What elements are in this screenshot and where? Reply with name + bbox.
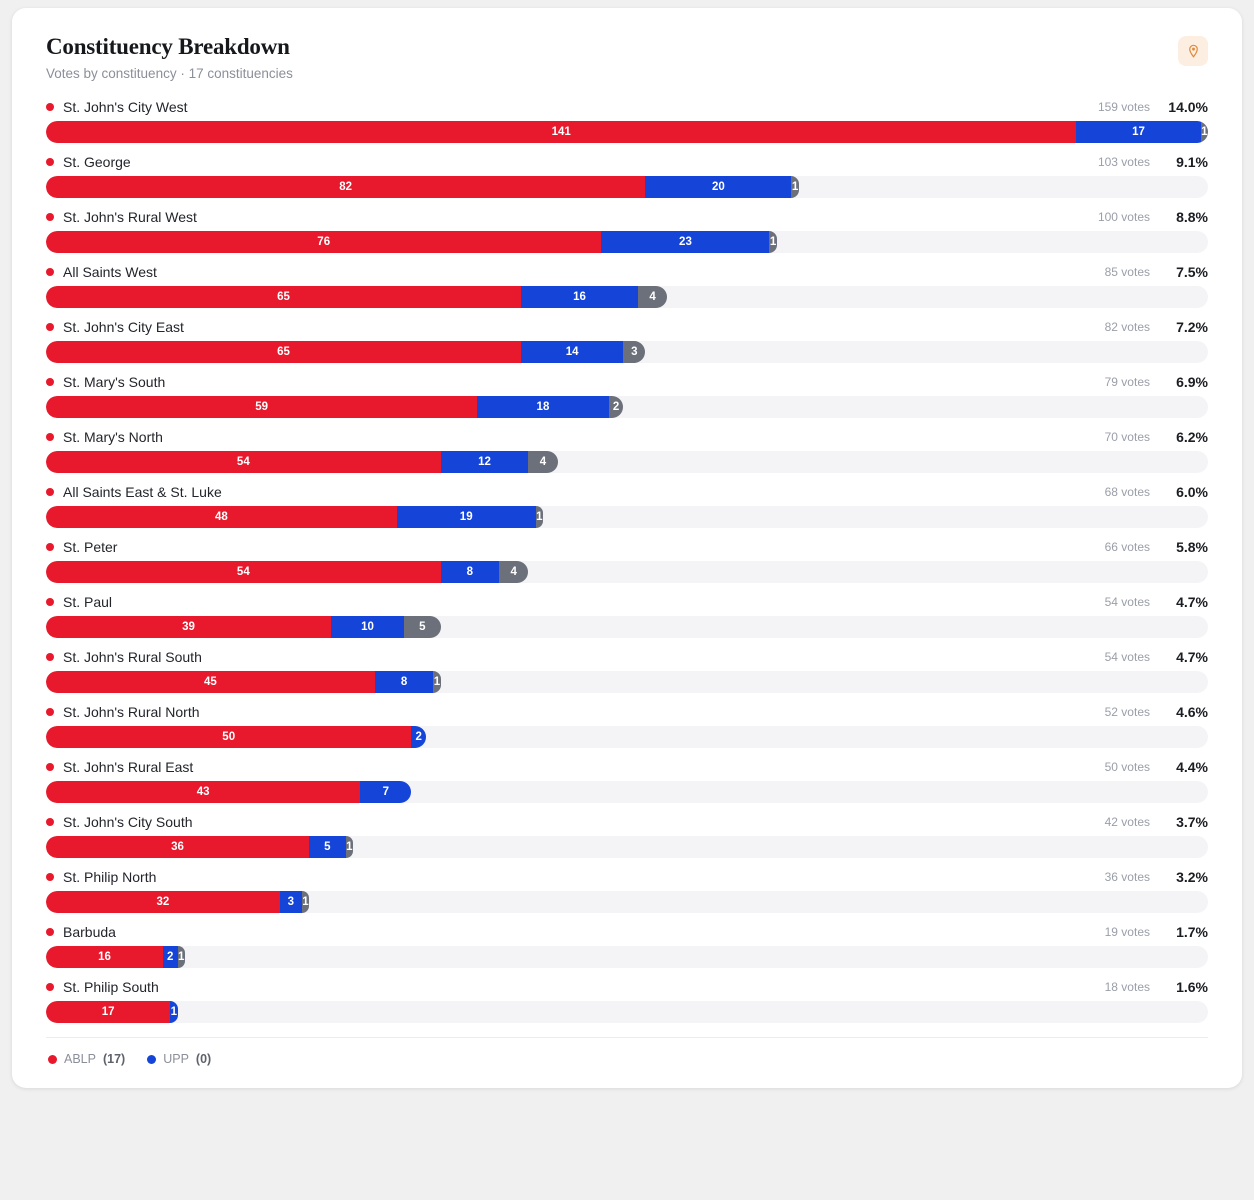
constituency-percent: 1.6% — [1176, 979, 1208, 995]
bar-segment-upp: 3 — [280, 891, 302, 913]
stacked-bar-track — [46, 121, 1208, 143]
constituency-row[interactable] — [46, 429, 1208, 473]
winner-dot-icon — [46, 708, 54, 716]
constituency-row-header — [46, 429, 1208, 445]
constituency-row-header — [46, 99, 1208, 115]
constituency-row[interactable] — [46, 484, 1208, 528]
constituency-row-header — [46, 539, 1208, 555]
constituency-row[interactable] — [46, 814, 1208, 858]
legend-label-ablp: ABLP — [64, 1052, 96, 1066]
bar-segment-ablp: 39 — [46, 616, 331, 638]
constituency-name: St. Paul — [63, 594, 113, 610]
page-subtitle: Votes by constituency · 17 constituencies — [46, 66, 293, 81]
constituency-row[interactable] — [46, 649, 1208, 693]
bar-segment-ablp: 17 — [46, 1001, 170, 1023]
constituency-name: St. John's City East — [63, 319, 184, 335]
constituency-row[interactable] — [46, 99, 1208, 143]
constituency-name: St. John's Rural North — [63, 704, 200, 720]
bar-segment-upp: 2 — [411, 726, 426, 748]
legend-label-upp: UPP — [163, 1052, 189, 1066]
card-header — [46, 34, 1208, 81]
winner-dot-icon — [46, 433, 54, 441]
bar-segment-upp: 5 — [309, 836, 346, 858]
bar-segment-other: 4 — [528, 451, 557, 473]
constituency-votes: 52 votes — [1104, 705, 1150, 719]
legend-dot-upp — [147, 1055, 156, 1064]
bar-segment-upp: 16 — [521, 286, 638, 308]
winner-dot-icon — [46, 928, 54, 936]
constituency-row[interactable] — [46, 704, 1208, 748]
constituency-name: St. Philip North — [63, 869, 157, 885]
legend-item-ablp — [48, 1052, 125, 1066]
stacked-bar-track — [46, 616, 1208, 638]
constituency-percent: 4.6% — [1176, 704, 1208, 720]
bar-segment-ablp: 82 — [46, 176, 645, 198]
constituency-name: St. John's Rural East — [63, 759, 194, 775]
bar-segment-other: 4 — [638, 286, 667, 308]
constituency-percent: 7.2% — [1176, 319, 1208, 335]
constituency-votes: 79 votes — [1104, 375, 1150, 389]
constituency-votes: 66 votes — [1104, 540, 1150, 554]
constituency-name: St. John's City West — [63, 99, 188, 115]
constituency-votes: 50 votes — [1104, 760, 1150, 774]
constituency-row-header — [46, 209, 1208, 225]
constituency-name: St. George — [63, 154, 131, 170]
constituency-row-header — [46, 924, 1208, 940]
constituency-row[interactable] — [46, 539, 1208, 583]
constituency-row-header — [46, 374, 1208, 390]
constituency-row[interactable] — [46, 924, 1208, 968]
constituency-row-header — [46, 869, 1208, 885]
bar-segment-ablp: 65 — [46, 341, 521, 363]
stacked-bar-track — [46, 836, 1208, 858]
constituency-name: St. John's Rural West — [63, 209, 197, 225]
legend-dot-ablp — [48, 1055, 57, 1064]
bar-segment-ablp: 32 — [46, 891, 280, 913]
constituency-row-header — [46, 814, 1208, 830]
winner-dot-icon — [46, 323, 54, 331]
bar-segment-upp: 10 — [331, 616, 404, 638]
constituency-row-header — [46, 594, 1208, 610]
constituency-row[interactable] — [46, 154, 1208, 198]
bar-segment-upp: 1 — [170, 1001, 177, 1023]
bar-segment-ablp: 76 — [46, 231, 601, 253]
constituency-row-header — [46, 759, 1208, 775]
constituency-name: All Saints East & St. Luke — [63, 484, 222, 500]
stacked-bar-track — [46, 176, 1208, 198]
constituency-votes: 159 votes — [1097, 100, 1150, 114]
bar-segment-ablp: 54 — [46, 561, 441, 583]
bar-segment-other: 1 — [791, 176, 798, 198]
winner-dot-icon — [46, 543, 54, 551]
constituency-votes: 85 votes — [1104, 265, 1150, 279]
legend-item-upp — [147, 1052, 211, 1066]
constituency-votes: 42 votes — [1104, 815, 1150, 829]
constituency-name: Barbuda — [63, 924, 116, 940]
constituency-name: St. Philip South — [63, 979, 159, 995]
stacked-bar-track — [46, 341, 1208, 363]
bar-segment-other: 4 — [499, 561, 528, 583]
winner-dot-icon — [46, 763, 54, 771]
constituency-name: St. Mary's North — [63, 429, 163, 445]
winner-dot-icon — [46, 103, 54, 111]
bar-segment-other: 5 — [404, 616, 441, 638]
bar-segment-upp: 14 — [521, 341, 623, 363]
constituency-row-header — [46, 979, 1208, 995]
constituency-percent: 5.8% — [1176, 539, 1208, 555]
constituency-row-header — [46, 154, 1208, 170]
constituency-breakdown-card — [12, 8, 1242, 1088]
stacked-bar-track — [46, 506, 1208, 528]
bar-segment-upp: 19 — [397, 506, 536, 528]
constituency-percent: 7.5% — [1176, 264, 1208, 280]
bar-segment-ablp: 54 — [46, 451, 441, 473]
constituency-percent: 6.9% — [1176, 374, 1208, 390]
bar-segment-upp: 7 — [360, 781, 411, 803]
stacked-bar-track — [46, 781, 1208, 803]
map-pin-icon[interactable] — [1178, 36, 1208, 66]
constituency-percent: 4.4% — [1176, 759, 1208, 775]
constituency-votes: 19 votes — [1104, 925, 1150, 939]
constituency-votes: 100 votes — [1097, 210, 1150, 224]
constituency-name: All Saints West — [63, 264, 157, 280]
bar-segment-ablp: 48 — [46, 506, 397, 528]
header-text-block — [46, 34, 293, 81]
winner-dot-icon — [46, 378, 54, 386]
bar-segment-ablp: 65 — [46, 286, 521, 308]
bar-segment-other: 3 — [623, 341, 645, 363]
stacked-bar-track — [46, 671, 1208, 693]
bar-segment-other: 1 — [769, 231, 776, 253]
constituency-percent: 6.0% — [1176, 484, 1208, 500]
constituency-row-header — [46, 704, 1208, 720]
bar-segment-upp: 8 — [375, 671, 433, 693]
winner-dot-icon — [46, 268, 54, 276]
bar-segment-other: 1 — [536, 506, 543, 528]
constituency-votes: 54 votes — [1104, 595, 1150, 609]
bar-segment-other: 1 — [302, 891, 309, 913]
constituency-votes: 36 votes — [1104, 870, 1150, 884]
constituency-row[interactable] — [46, 979, 1208, 1023]
stacked-bar-track — [46, 891, 1208, 913]
bar-segment-upp: 18 — [477, 396, 609, 418]
constituency-votes: 18 votes — [1104, 980, 1150, 994]
bar-segment-other: 1 — [346, 836, 353, 858]
winner-dot-icon — [46, 653, 54, 661]
constituency-row[interactable] — [46, 594, 1208, 638]
constituency-row[interactable] — [46, 374, 1208, 418]
bar-segment-other: 1 — [178, 946, 185, 968]
bar-segment-upp: 8 — [441, 561, 499, 583]
winner-dot-icon — [46, 983, 54, 991]
constituency-row-header — [46, 264, 1208, 280]
constituency-percent: 14.0% — [1168, 99, 1208, 115]
winner-dot-icon — [46, 873, 54, 881]
bar-segment-ablp: 59 — [46, 396, 477, 418]
bar-segment-upp: 23 — [601, 231, 769, 253]
constituency-row-header — [46, 319, 1208, 335]
bar-segment-ablp: 36 — [46, 836, 309, 858]
constituency-percent: 4.7% — [1176, 649, 1208, 665]
constituency-name: St. Peter — [63, 539, 118, 555]
constituency-percent: 1.7% — [1176, 924, 1208, 940]
constituency-name: St. Mary's South — [63, 374, 166, 390]
constituency-percent: 3.7% — [1176, 814, 1208, 830]
constituency-votes: 103 votes — [1097, 155, 1150, 169]
constituency-row[interactable] — [46, 319, 1208, 363]
constituency-percent: 6.2% — [1176, 429, 1208, 445]
bar-segment-other: 1 — [1201, 121, 1208, 143]
winner-dot-icon — [46, 158, 54, 166]
stacked-bar-track — [46, 946, 1208, 968]
bar-segment-other: 1 — [433, 671, 440, 693]
constituency-votes: 82 votes — [1104, 320, 1150, 334]
bar-segment-upp: 2 — [163, 946, 178, 968]
constituency-row[interactable] — [46, 209, 1208, 253]
bar-segment-ablp: 43 — [46, 781, 360, 803]
constituency-rows — [46, 99, 1208, 1023]
winner-dot-icon — [46, 818, 54, 826]
constituency-votes: 68 votes — [1104, 485, 1150, 499]
stacked-bar-track — [46, 231, 1208, 253]
constituency-row[interactable] — [46, 869, 1208, 913]
bar-segment-upp: 17 — [1076, 121, 1200, 143]
bar-segment-ablp: 16 — [46, 946, 163, 968]
winner-dot-icon — [46, 598, 54, 606]
bar-segment-ablp: 50 — [46, 726, 411, 748]
bar-segment-upp: 12 — [441, 451, 529, 473]
page-title: Constituency Breakdown — [46, 34, 290, 59]
constituency-percent: 4.7% — [1176, 594, 1208, 610]
winner-dot-icon — [46, 488, 54, 496]
constituency-votes: 70 votes — [1104, 430, 1150, 444]
stacked-bar-track — [46, 726, 1208, 748]
bar-segment-other: 2 — [609, 396, 624, 418]
bar-segment-ablp: 45 — [46, 671, 375, 693]
constituency-row[interactable] — [46, 759, 1208, 803]
winner-dot-icon — [46, 213, 54, 221]
stacked-bar-track — [46, 451, 1208, 473]
constituency-row-header — [46, 649, 1208, 665]
constituency-percent: 9.1% — [1176, 154, 1208, 170]
constituency-row[interactable] — [46, 264, 1208, 308]
stacked-bar-track — [46, 561, 1208, 583]
stacked-bar-track — [46, 286, 1208, 308]
constituency-votes: 54 votes — [1104, 650, 1150, 664]
constituency-percent: 8.8% — [1176, 209, 1208, 225]
legend — [46, 1037, 1208, 1074]
legend-count-upp: (0) — [195, 1052, 212, 1066]
bar-segment-ablp: 141 — [46, 121, 1076, 143]
constituency-percent: 3.2% — [1176, 869, 1208, 885]
constituency-name: St. John's Rural South — [63, 649, 202, 665]
constituency-name: St. John's City South — [63, 814, 193, 830]
stacked-bar-track — [46, 1001, 1208, 1023]
stacked-bar-track — [46, 396, 1208, 418]
bar-segment-upp: 20 — [645, 176, 791, 198]
legend-count-ablp: (17) — [102, 1052, 126, 1066]
constituency-row-header — [46, 484, 1208, 500]
